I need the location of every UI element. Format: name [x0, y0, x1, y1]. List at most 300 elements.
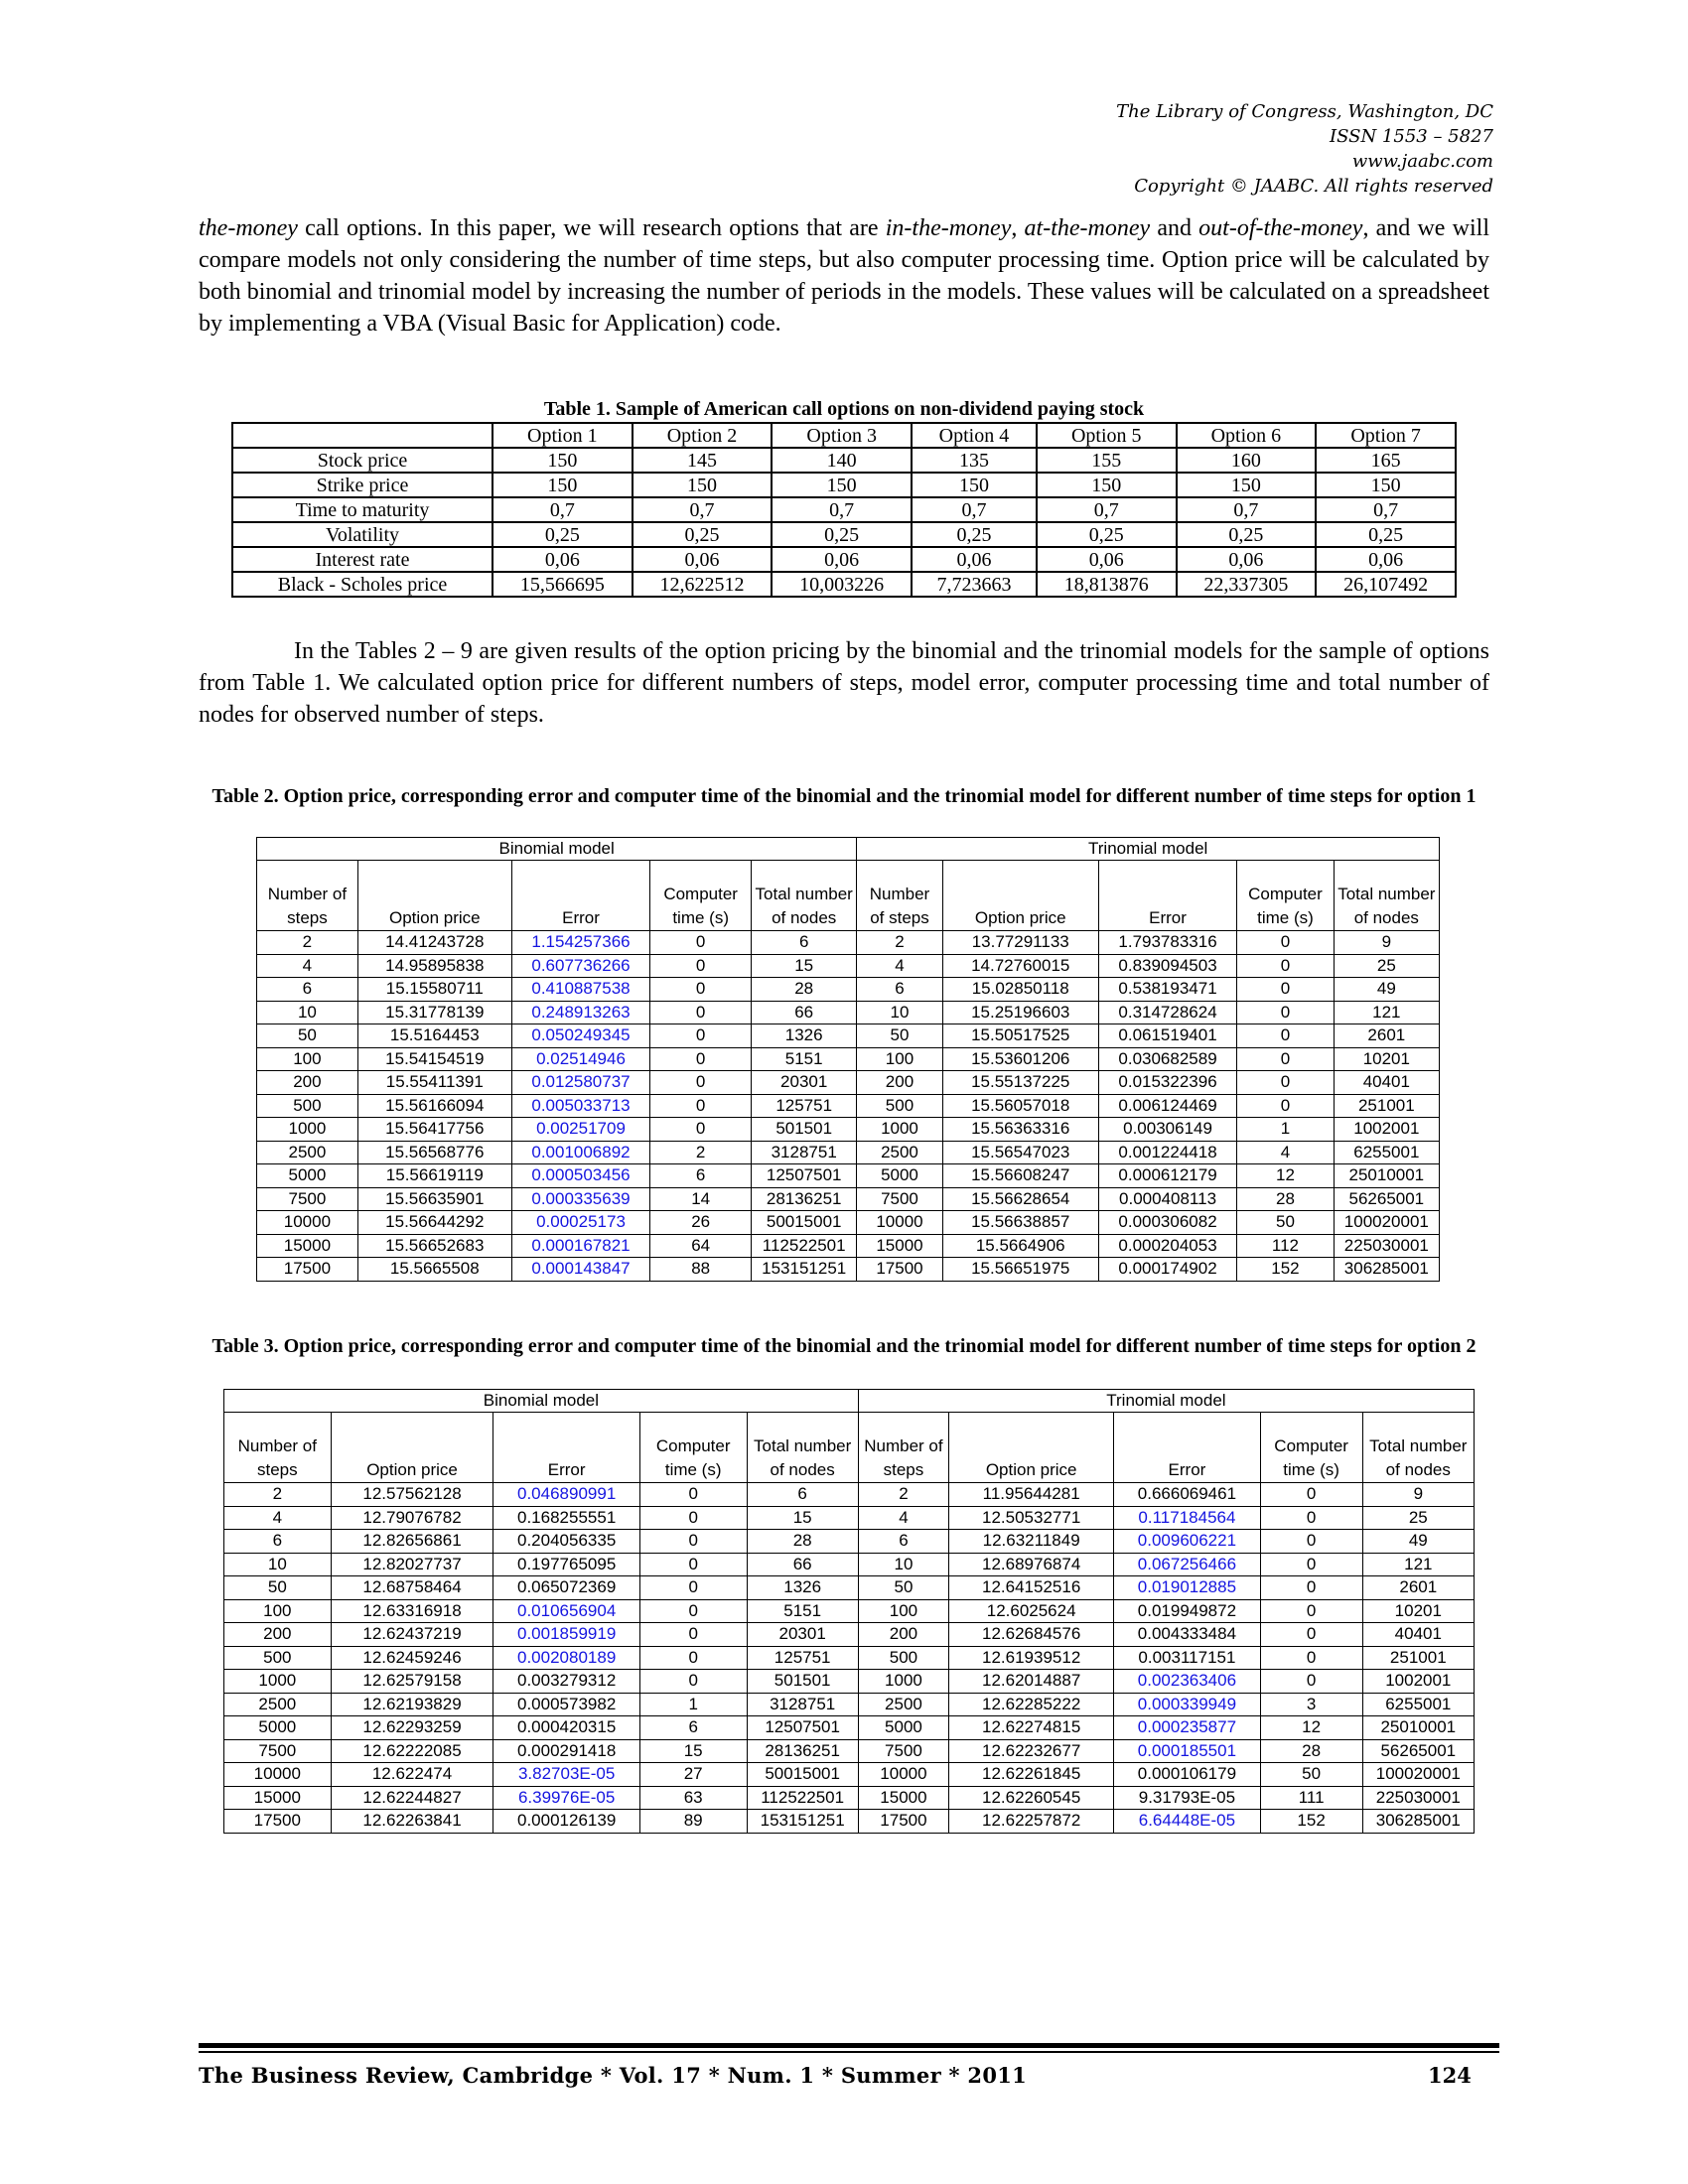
table3-cell: 63: [639, 1786, 747, 1810]
table3-cell: 17500: [858, 1810, 948, 1834]
table3-cell: 0: [639, 1623, 747, 1647]
table2-cell: 56265001: [1334, 1187, 1439, 1211]
table3-cell: 40401: [1362, 1623, 1474, 1647]
table1-cell: 0,06: [912, 547, 1037, 572]
table2-cell: 1326: [752, 1024, 857, 1048]
table2-cell: 15.50517525: [942, 1024, 1098, 1048]
para-text: call options. In this paper, we will research options that are: [297, 215, 886, 241]
table3-cell: 4: [858, 1506, 948, 1530]
table3-cell: 12.62293259: [331, 1716, 493, 1740]
table3-cell: 0.046890991: [493, 1483, 639, 1507]
table3-cell: 50015001: [747, 1763, 858, 1787]
table2-cell: 0.00306149: [1098, 1118, 1236, 1142]
table3-cell: 0: [639, 1530, 747, 1554]
table3-cell: 0: [639, 1646, 747, 1670]
table2-column-header: Option price: [942, 861, 1098, 931]
table1-cell: 0,7: [1316, 497, 1456, 522]
table3-cell: 25010001: [1362, 1716, 1474, 1740]
table3-row: [224, 1739, 1475, 1763]
table3-cell: 0: [1260, 1646, 1362, 1670]
table2-cell: 50: [857, 1024, 942, 1048]
table2-cell: 15.15580711: [357, 978, 511, 1002]
table2-column-header: Error: [1098, 861, 1236, 931]
table2-cell: 0.001224418: [1098, 1141, 1236, 1164]
table1-cell: 0,7: [1037, 497, 1177, 522]
table2-cell: 1.793783316: [1098, 931, 1236, 955]
table2-cell: 0.061519401: [1098, 1024, 1236, 1048]
table2-cell: 4: [857, 954, 942, 978]
table1-cell: 18,813876: [1037, 572, 1177, 597]
table2-cell: 14.95895838: [357, 954, 511, 978]
table2-column-header: Total number of nodes: [752, 861, 857, 931]
table2-cell: 0.000335639: [511, 1187, 649, 1211]
table3-cell: 0: [639, 1670, 747, 1694]
table2-cell: 0.000174902: [1098, 1258, 1236, 1282]
table2-cell: 28: [1237, 1187, 1334, 1211]
table3-column-header: Computer time (s): [1260, 1413, 1362, 1483]
table3-cell: 3128751: [747, 1693, 858, 1716]
table2-cell: 2: [650, 1141, 752, 1164]
table2-cell: 0: [650, 1001, 752, 1024]
table2-cell: 0.538193471: [1098, 978, 1236, 1002]
table2-cell: 6: [257, 978, 358, 1002]
table3-row: [224, 1646, 1475, 1670]
table2-cell: 4: [1237, 1141, 1334, 1164]
table3-cell: 0: [639, 1553, 747, 1576]
table2-cell: 17500: [257, 1258, 358, 1282]
table2-cell: 500: [857, 1094, 942, 1118]
table3-column-header: Total number of nodes: [747, 1413, 858, 1483]
table3-cell: 12.62684576: [949, 1623, 1114, 1647]
table3-column-header: Error: [1114, 1413, 1260, 1483]
table1-cell: 155: [1037, 448, 1177, 473]
table2-cell: 15000: [857, 1234, 942, 1258]
table3-row: [224, 1810, 1475, 1834]
table2-cell: 88: [650, 1258, 752, 1282]
table2-row: [257, 1024, 1440, 1048]
table3-cell: 12.62244827: [331, 1786, 493, 1810]
table3-cell: 0.666069461: [1114, 1483, 1260, 1507]
table2-cell: 0: [1237, 931, 1334, 955]
table3-cell: 12.6025624: [949, 1599, 1114, 1623]
table2-cell: 15.25196603: [942, 1001, 1098, 1024]
table1-cell: 0,25: [1316, 522, 1456, 547]
table2-cell: 1000: [857, 1118, 942, 1142]
table3-cell: 6: [747, 1483, 858, 1507]
table1-row-label: Time to maturity: [232, 497, 492, 522]
table2-cell: 0.015322396: [1098, 1071, 1236, 1095]
table2-cell: 15.56644292: [357, 1211, 511, 1235]
table2-cell: 15.56651975: [942, 1258, 1098, 1282]
table1-cell: 0,06: [633, 547, 773, 572]
table2-cell: 28136251: [752, 1187, 857, 1211]
table3-cell: 0.000291418: [493, 1739, 639, 1763]
table2-cell: 1.154257366: [511, 931, 649, 955]
table1-row: [232, 547, 1456, 572]
table3-cell: 12507501: [747, 1716, 858, 1740]
table2-cell: 0.00025173: [511, 1211, 649, 1235]
table3-cell: 0.168255551: [493, 1506, 639, 1530]
table3-cell: 1002001: [1362, 1670, 1474, 1694]
table3: [223, 1389, 1475, 1834]
table1-cell: 0,25: [492, 522, 633, 547]
table2-cell: 25: [1334, 954, 1439, 978]
table2-cell: 15.55411391: [357, 1071, 511, 1095]
table3-row: [224, 1623, 1475, 1647]
table2-cell: 15.56635901: [357, 1187, 511, 1211]
table1-cell: 0,25: [1177, 522, 1317, 547]
table3-cell: 0.197765095: [493, 1553, 639, 1576]
table2-cell: 15.56363316: [942, 1118, 1098, 1142]
table3-cell: 12.79076782: [331, 1506, 493, 1530]
table2-group-row: [257, 838, 1440, 861]
table3-cell: 0: [1260, 1483, 1362, 1507]
table1-cell: 0,25: [1037, 522, 1177, 547]
table2-cell: 0: [1237, 1094, 1334, 1118]
table3-cell: 0: [639, 1576, 747, 1600]
table3-cell: 0.001859919: [493, 1623, 639, 1647]
table3-cell: 12.57562128: [331, 1483, 493, 1507]
table3-cell: 100: [858, 1599, 948, 1623]
table2-cell: 0.000612179: [1098, 1164, 1236, 1188]
table3-cell: 28: [747, 1530, 858, 1554]
table1-cell: 10,003226: [772, 572, 912, 597]
table2-column-header: Computer time (s): [650, 861, 752, 931]
table1-cell: 0,7: [912, 497, 1037, 522]
header-line-4: Copyright © JAABC. All rights reserved: [1134, 176, 1493, 197]
table3-cell: 28136251: [747, 1739, 858, 1763]
table2-cell: 50: [1237, 1211, 1334, 1235]
table3-cell: 0.067256466: [1114, 1553, 1260, 1576]
table1-row-label: Interest rate: [232, 547, 492, 572]
table3-cell: 2500: [858, 1693, 948, 1716]
table2-cell: 0.005033713: [511, 1094, 649, 1118]
table2-cell: 0: [650, 1047, 752, 1071]
table1-cell: 0,06: [492, 547, 633, 572]
table2-cell: 0.248913263: [511, 1001, 649, 1024]
table3-cell: 100: [224, 1599, 332, 1623]
table3-cell: 6.64448E-05: [1114, 1810, 1260, 1834]
table2-binomial-group: Binomial model: [257, 838, 857, 861]
table2-cell: 20301: [752, 1071, 857, 1095]
footer-rule-thin: [199, 2051, 1499, 2053]
table2-cell: 0.000503456: [511, 1164, 649, 1188]
table1-cell: 160: [1177, 448, 1317, 473]
table1-row-label: Strike price: [232, 473, 492, 497]
table2-row: [257, 1211, 1440, 1235]
table2-cell: 15.53601206: [942, 1047, 1098, 1071]
table1-column-header: Option 4: [912, 423, 1037, 448]
table2-cell: 112: [1237, 1234, 1334, 1258]
para-text: ,: [1011, 215, 1025, 241]
table1-caption: Table 1. Sample of American call options on non-dividend paying stock: [543, 398, 1145, 420]
table3-cell: 0.117184564: [1114, 1506, 1260, 1530]
table3-column-header: Option price: [331, 1413, 493, 1483]
table2-cell: 112522501: [752, 1234, 857, 1258]
table2-cell: 501501: [752, 1118, 857, 1142]
table3-cell: 501501: [747, 1670, 858, 1694]
table2-row: [257, 1187, 1440, 1211]
table2-cell: 10201: [1334, 1047, 1439, 1071]
table3-binomial-group: Binomial model: [224, 1390, 859, 1413]
table3-cell: 25: [1362, 1506, 1474, 1530]
table3-cell: 111: [1260, 1786, 1362, 1810]
table1-cell: 0,25: [633, 522, 773, 547]
table3-cell: 12.62222085: [331, 1739, 493, 1763]
table2-cell: 40401: [1334, 1071, 1439, 1095]
table3-cell: 89: [639, 1810, 747, 1834]
table1-column-header: Option 5: [1037, 423, 1177, 448]
table3-cell: 0.002363406: [1114, 1670, 1260, 1694]
table2-caption: Table 2. Option price, corresponding error and computer time of the binomial and the trinomial model for different number of time steps for option 1: [211, 785, 1477, 807]
table2-cell: 1000: [257, 1118, 358, 1142]
table3-cell: 12.68758464: [331, 1576, 493, 1600]
table3-cell: 50: [1260, 1763, 1362, 1787]
table1-column-header: Option 7: [1316, 423, 1456, 448]
table2-cell: 200: [257, 1071, 358, 1095]
table2-cell: 0.012580737: [511, 1071, 649, 1095]
table3-column-header: Computer time (s): [639, 1413, 747, 1483]
table2-cell: 15.56057018: [942, 1094, 1098, 1118]
table3-cell: 11.95644281: [949, 1483, 1114, 1507]
table1-column-header: Option 3: [772, 423, 912, 448]
table2-cell: 0.000204053: [1098, 1234, 1236, 1258]
table2-cell: 225030001: [1334, 1234, 1439, 1258]
table2-cell: 153151251: [752, 1258, 857, 1282]
table3-cell: 12.62437219: [331, 1623, 493, 1647]
table3-column-header: Number of steps: [224, 1413, 332, 1483]
table3-cell: 12.62260545: [949, 1786, 1114, 1810]
table3-cell: 0: [1260, 1670, 1362, 1694]
table3-cell: 12.82027737: [331, 1553, 493, 1576]
table3-cell: 3: [1260, 1693, 1362, 1716]
table2-cell: 5151: [752, 1047, 857, 1071]
table2-cell: 0.839094503: [1098, 954, 1236, 978]
table1-cell: 145: [633, 448, 773, 473]
table1-column-header: Option 1: [492, 423, 633, 448]
table3-cell: 0.000235877: [1114, 1716, 1260, 1740]
table3-cell: 7500: [224, 1739, 332, 1763]
table3-row: [224, 1670, 1475, 1694]
table2-cell: 6: [650, 1164, 752, 1188]
table3-cell: 10000: [224, 1763, 332, 1787]
table2-cell: 0: [1237, 954, 1334, 978]
table3-cell: 10201: [1362, 1599, 1474, 1623]
table1-cell: 150: [912, 473, 1037, 497]
table3-cell: 12.62274815: [949, 1716, 1114, 1740]
table2-cell: 2: [257, 931, 358, 955]
table3-cell: 56265001: [1362, 1739, 1474, 1763]
table3-cell: 15: [747, 1506, 858, 1530]
table2-cell: 50: [257, 1024, 358, 1048]
table3-cell: 251001: [1362, 1646, 1474, 1670]
table3-cell: 2: [858, 1483, 948, 1507]
table3-cell: 12.62014887: [949, 1670, 1114, 1694]
table3-cell: 0.000339949: [1114, 1693, 1260, 1716]
table3-cell: 0.000420315: [493, 1716, 639, 1740]
table2-cell: 0.000408113: [1098, 1187, 1236, 1211]
table3-cell: 0.000106179: [1114, 1763, 1260, 1787]
table3-trinomial-group: Trinomial model: [858, 1390, 1474, 1413]
table2-cell: 0.02514946: [511, 1047, 649, 1071]
table3-cell: 12.62232677: [949, 1739, 1114, 1763]
table3-cell: 15000: [224, 1786, 332, 1810]
table1-cell: 150: [1037, 473, 1177, 497]
table3-cell: 27: [639, 1763, 747, 1787]
table3-cell: 200: [224, 1623, 332, 1647]
table1-row-label: Black - Scholes price: [232, 572, 492, 597]
table3-cell: 153151251: [747, 1810, 858, 1834]
table3-cell: 0.000185501: [1114, 1739, 1260, 1763]
table2-row: [257, 1118, 1440, 1142]
table1-cell: 0,7: [1177, 497, 1317, 522]
table3-caption: Table 3. Option price, corresponding error and computer time of the binomial and the trinomial model for different number of time steps for option 2: [211, 1335, 1477, 1357]
table2-cell: 0: [650, 1094, 752, 1118]
table2-cell: 251001: [1334, 1094, 1439, 1118]
table3-cell: 12.82656861: [331, 1530, 493, 1554]
table3-cell: 10000: [858, 1763, 948, 1787]
table2-cell: 7500: [257, 1187, 358, 1211]
table3-row: [224, 1576, 1475, 1600]
table3-cell: 1326: [747, 1576, 858, 1600]
table2-cell: 500: [257, 1094, 358, 1118]
table2-column-header: Computer time (s): [1237, 861, 1334, 931]
table1-cell: 150: [1177, 473, 1317, 497]
table2-cell: 14.72760015: [942, 954, 1098, 978]
table2-row: [257, 1258, 1440, 1282]
table2-cell: 0: [650, 978, 752, 1002]
table3-cell: 2500: [224, 1693, 332, 1716]
table3-cell: 1000: [224, 1670, 332, 1694]
table1-cell: 26,107492: [1316, 572, 1456, 597]
table2-cell: 6: [752, 931, 857, 955]
table2-cell: 0: [650, 931, 752, 955]
table1-row: [232, 522, 1456, 547]
table3-cell: 225030001: [1362, 1786, 1474, 1810]
table2-cell: 15.56417756: [357, 1118, 511, 1142]
table3-cell: 0.019949872: [1114, 1599, 1260, 1623]
table2-cell: 15.56619119: [357, 1164, 511, 1188]
table1-cell: 140: [772, 448, 912, 473]
table2-cell: 17500: [857, 1258, 942, 1282]
table2-cell: 0: [650, 954, 752, 978]
table1-cell: 0,7: [492, 497, 633, 522]
table3-cell: 66: [747, 1553, 858, 1576]
table2-cell: 0: [1237, 1047, 1334, 1071]
table2-cell: 15.5164453: [357, 1024, 511, 1048]
table2-cell: 28: [752, 978, 857, 1002]
table2-column-header: Error: [511, 861, 649, 931]
table1: [231, 422, 1457, 598]
table3-cell: 0.204056335: [493, 1530, 639, 1554]
table1-row-label: Stock price: [232, 448, 492, 473]
table2-cell: 15.56638857: [942, 1211, 1098, 1235]
table1-cell: 165: [1316, 448, 1456, 473]
table3-row: [224, 1693, 1475, 1716]
footer-journal: The Business Review, Cambridge * Vol. 17 * Num. 1 * Summer * 2011: [199, 2063, 1028, 2088]
table3-cell: 12.62193829: [331, 1693, 493, 1716]
table2-cell: 0.001006892: [511, 1141, 649, 1164]
table3-cell: 0: [1260, 1599, 1362, 1623]
table3-cell: 125751: [747, 1646, 858, 1670]
table3-cell: 12.62285222: [949, 1693, 1114, 1716]
table2-cell: 0: [1237, 1024, 1334, 1048]
table3-cell: 6255001: [1362, 1693, 1474, 1716]
table3-cell: 5000: [224, 1716, 332, 1740]
table2-row: [257, 1071, 1440, 1095]
table2-row: [257, 1141, 1440, 1164]
table3-cell: 12.64152516: [949, 1576, 1114, 1600]
table2-cell: 0.00251709: [511, 1118, 649, 1142]
table1-cell: 7,723663: [912, 572, 1037, 597]
table2-cell: 15.56628654: [942, 1187, 1098, 1211]
table3-row: [224, 1553, 1475, 1576]
table1-cell: 150: [492, 448, 633, 473]
table3-cell: 1: [639, 1693, 747, 1716]
term-at-the-money: at-the-money: [1024, 215, 1151, 241]
table3-cell: 0.004333484: [1114, 1623, 1260, 1647]
table2-row: [257, 1047, 1440, 1071]
table2-cell: 100: [257, 1047, 358, 1071]
table3-column-header: Option price: [949, 1413, 1114, 1483]
table2-cell: 0: [650, 1071, 752, 1095]
table2-cell: 2601: [1334, 1024, 1439, 1048]
table3-cell: 0: [639, 1599, 747, 1623]
table2-cell: 2500: [257, 1141, 358, 1164]
table3-cell: 50: [858, 1576, 948, 1600]
table3-cell: 1000: [858, 1670, 948, 1694]
table3-cell: 0: [1260, 1623, 1362, 1647]
table1-cell: 0,06: [1177, 547, 1317, 572]
table2-cell: 0: [1237, 1071, 1334, 1095]
table2-cell: 2500: [857, 1141, 942, 1164]
table2-cell: 9: [1334, 931, 1439, 955]
table3-column-header: Error: [493, 1413, 639, 1483]
table3-cell: 12.63211849: [949, 1530, 1114, 1554]
table2-row: [257, 1001, 1440, 1024]
page-number: 124: [1428, 2063, 1472, 2088]
table3-cell: 0: [1260, 1553, 1362, 1576]
table3-cell: 4: [224, 1506, 332, 1530]
table2-cell: 64: [650, 1234, 752, 1258]
table2-cell: 0.030682589: [1098, 1047, 1236, 1071]
table1-cell: 150: [772, 473, 912, 497]
table1-cell: 0,06: [1037, 547, 1177, 572]
table3-cell: 6: [639, 1716, 747, 1740]
table3-cell: 28: [1260, 1739, 1362, 1763]
table3-cell: 0.009606221: [1114, 1530, 1260, 1554]
table2-cell: 5000: [257, 1164, 358, 1188]
table3-cell: 12.63316918: [331, 1599, 493, 1623]
table2-row: [257, 1234, 1440, 1258]
table3-cell: 12.68976874: [949, 1553, 1114, 1576]
table1-cell: 0,25: [912, 522, 1037, 547]
table3-cell: 10: [224, 1553, 332, 1576]
table2-cell: 4: [257, 954, 358, 978]
table3-cell: 5151: [747, 1599, 858, 1623]
table3-header-row: [224, 1413, 1475, 1483]
footer-rule-thick: [199, 2043, 1499, 2048]
table1-cell: 0,06: [1316, 547, 1456, 572]
table1-cell: 0,25: [772, 522, 912, 547]
table2-row: [257, 1094, 1440, 1118]
table3-cell: 0.003117151: [1114, 1646, 1260, 1670]
table2-cell: 0.006124469: [1098, 1094, 1236, 1118]
table2-cell: 6255001: [1334, 1141, 1439, 1164]
table3-cell: 0.019012885: [1114, 1576, 1260, 1600]
table3-cell: 12.62261845: [949, 1763, 1114, 1787]
table1-column-header: Option 6: [1177, 423, 1317, 448]
